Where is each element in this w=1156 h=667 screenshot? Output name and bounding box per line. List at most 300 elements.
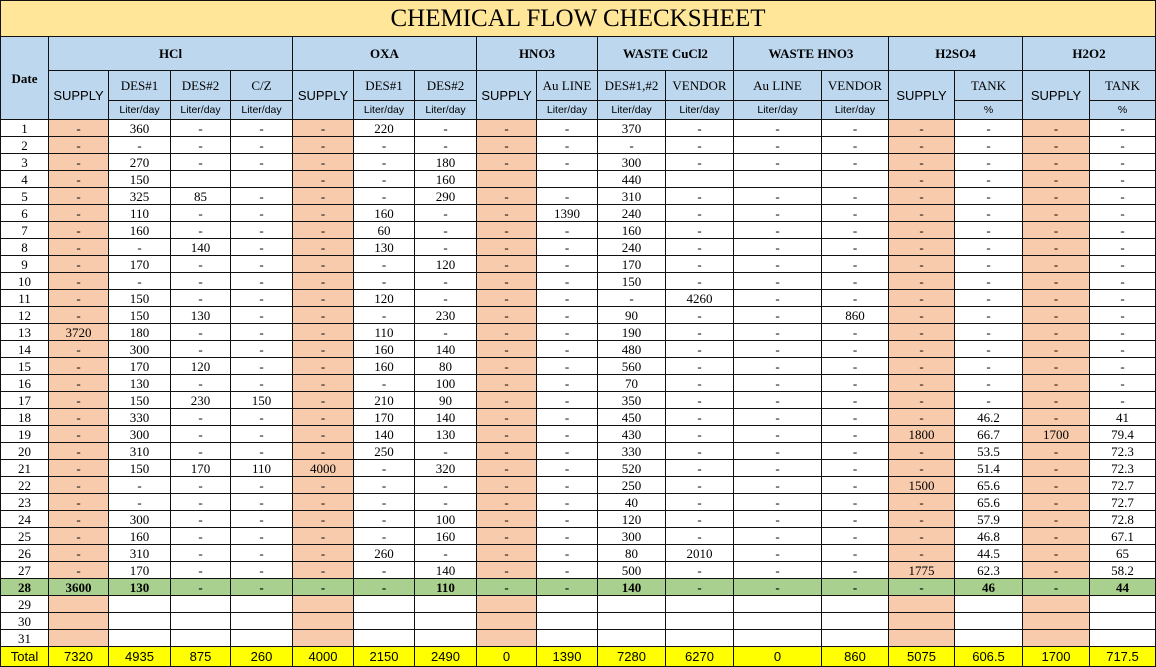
cell-oxa-des2: - xyxy=(415,120,477,137)
cell-hno3-supply: - xyxy=(477,426,537,443)
cell-h2o2-supply: - xyxy=(1023,188,1090,205)
cell-h2so4-tank: - xyxy=(955,154,1023,171)
cell-oxa-des2: 100 xyxy=(415,375,477,392)
cell-hcl-des1: 310 xyxy=(109,443,171,460)
cell-waste-hno3-au-line: - xyxy=(734,545,822,562)
subhead-hcl-des1: DES#1 xyxy=(109,71,171,101)
cell-waste-cucl2-des12: 500 xyxy=(598,562,666,579)
cell-hcl-des2: - xyxy=(171,273,231,290)
cell-oxa-des1: 260 xyxy=(354,545,415,562)
cell-oxa-des1: - xyxy=(354,494,415,511)
subhead-oxa-des2: DES#2 xyxy=(415,71,477,101)
cell-oxa-des1: - xyxy=(354,511,415,528)
cell-h2so4-supply: - xyxy=(889,324,955,341)
cell-hcl-des1: 160 xyxy=(109,528,171,545)
cell-hcl-des2: 140 xyxy=(171,239,231,256)
cell-h2o2-tank: - xyxy=(1090,341,1156,358)
cell-waste-cucl2-vendor: - xyxy=(666,443,734,460)
cell-hcl-des2 xyxy=(171,613,231,630)
cell-oxa-supply: - xyxy=(293,307,354,324)
date-cell: 17 xyxy=(1,392,49,409)
cell-waste-hno3-vendor: - xyxy=(822,120,889,137)
subhead-oxa-des1: DES#1 xyxy=(354,71,415,101)
group-header-h2o2: H2O2 xyxy=(1023,37,1156,71)
cell-h2so4-supply: 1775 xyxy=(889,562,955,579)
cell-waste-cucl2-des12: 90 xyxy=(598,307,666,324)
cell-oxa-des2 xyxy=(415,613,477,630)
cell-hcl-cz: - xyxy=(231,409,293,426)
cell-hcl-supply: - xyxy=(49,188,109,205)
cell-oxa-supply: - xyxy=(293,188,354,205)
subhead-h2so4-tank: TANK xyxy=(955,71,1023,101)
cell-waste-cucl2-des12: 120 xyxy=(598,511,666,528)
cell-h2so4-supply xyxy=(889,630,955,647)
cell-oxa-des1: 170 xyxy=(354,409,415,426)
cell-waste-cucl2-vendor: - xyxy=(666,205,734,222)
cell-oxa-supply: - xyxy=(293,222,354,239)
cell-oxa-supply xyxy=(293,613,354,630)
cell-hno3-supply: - xyxy=(477,307,537,324)
cell-oxa-des1: 250 xyxy=(354,443,415,460)
cell-hcl-des1: 170 xyxy=(109,358,171,375)
cell-h2o2-supply: - xyxy=(1023,375,1090,392)
cell-hno3-supply: - xyxy=(477,290,537,307)
cell-oxa-supply: - xyxy=(293,528,354,545)
cell-h2o2-supply: - xyxy=(1023,154,1090,171)
cell-h2o2-tank: - xyxy=(1090,392,1156,409)
cell-hno3-au-line: 1390 xyxy=(537,205,598,222)
cell-oxa-des1: - xyxy=(354,477,415,494)
cell-h2so4-supply: - xyxy=(889,273,955,290)
cell-h2o2-supply: - xyxy=(1023,443,1090,460)
cell-hcl-cz: - xyxy=(231,341,293,358)
cell-h2so4-tank: 65.6 xyxy=(955,494,1023,511)
cell-oxa-des2: 140 xyxy=(415,562,477,579)
cell-hcl-cz: - xyxy=(231,562,293,579)
cell-oxa-des1: - xyxy=(354,154,415,171)
cell-waste-cucl2-vendor: 4260 xyxy=(666,290,734,307)
cell-hcl-des2: 130 xyxy=(171,307,231,324)
cell-h2so4-tank: 62.3 xyxy=(955,562,1023,579)
cell-h2so4-supply: - xyxy=(889,511,955,528)
cell-hcl-des2: - xyxy=(171,256,231,273)
cell-waste-hno3-au-line: 0 xyxy=(734,647,822,667)
cell-hcl-supply: - xyxy=(49,256,109,273)
date-cell: 31 xyxy=(1,630,49,647)
cell-waste-hno3-vendor: - xyxy=(822,579,889,596)
cell-hcl-cz: - xyxy=(231,188,293,205)
cell-h2so4-tank: - xyxy=(955,239,1023,256)
cell-h2o2-supply xyxy=(1023,613,1090,630)
cell-hcl-cz xyxy=(231,596,293,613)
cell-waste-cucl2-des12: 450 xyxy=(598,409,666,426)
cell-hcl-cz: - xyxy=(231,579,293,596)
cell-waste-cucl2-des12: 350 xyxy=(598,392,666,409)
cell-hcl-des2: - xyxy=(171,443,231,460)
cell-waste-cucl2-des12: 80 xyxy=(598,545,666,562)
cell-waste-cucl2-vendor xyxy=(666,613,734,630)
cell-oxa-des1: - xyxy=(354,562,415,579)
cell-oxa-supply xyxy=(293,596,354,613)
cell-hcl-supply xyxy=(49,596,109,613)
cell-hcl-des1: 310 xyxy=(109,545,171,562)
cell-hcl-supply: - xyxy=(49,477,109,494)
cell-waste-cucl2-des12: 300 xyxy=(598,154,666,171)
cell-hcl-des2: - xyxy=(171,409,231,426)
cell-h2o2-tank: - xyxy=(1090,273,1156,290)
cell-h2o2-supply xyxy=(1023,596,1090,613)
cell-waste-hno3-au-line: - xyxy=(734,341,822,358)
cell-hno3-supply: - xyxy=(477,273,537,290)
cell-hno3-au-line: - xyxy=(537,188,598,205)
cell-waste-hno3-au-line: - xyxy=(734,154,822,171)
cell-h2so4-tank: 46.8 xyxy=(955,528,1023,545)
cell-h2so4-supply: - xyxy=(889,239,955,256)
cell-h2so4-supply: - xyxy=(889,392,955,409)
cell-h2o2-tank: - xyxy=(1090,324,1156,341)
cell-h2o2-tank: - xyxy=(1090,290,1156,307)
cell-waste-hno3-au-line: - xyxy=(734,494,822,511)
cell-waste-hno3-vendor: - xyxy=(822,443,889,460)
cell-h2o2-tank xyxy=(1090,630,1156,647)
cell-hcl-des1: 130 xyxy=(109,375,171,392)
cell-h2so4-supply xyxy=(889,596,955,613)
subhead-waste-hno3-au-line: Au LINE xyxy=(734,71,822,101)
cell-oxa-des1: 220 xyxy=(354,120,415,137)
cell-hcl-supply: - xyxy=(49,426,109,443)
cell-h2so4-tank: 51.4 xyxy=(955,460,1023,477)
cell-h2o2-tank xyxy=(1090,596,1156,613)
cell-oxa-supply: - xyxy=(293,256,354,273)
cell-oxa-des1: - xyxy=(354,256,415,273)
cell-waste-cucl2-vendor: 6270 xyxy=(666,647,734,667)
date-cell: 15 xyxy=(1,358,49,375)
date-cell: 23 xyxy=(1,494,49,511)
cell-hno3-au-line: - xyxy=(537,307,598,324)
cell-hcl-cz: - xyxy=(231,273,293,290)
cell-hcl-cz: - xyxy=(231,324,293,341)
cell-hcl-des1 xyxy=(109,596,171,613)
cell-h2so4-supply: - xyxy=(889,579,955,596)
cell-h2o2-tank: 717.5 xyxy=(1090,647,1156,667)
cell-hno3-au-line: - xyxy=(537,341,598,358)
cell-waste-hno3-au-line xyxy=(734,596,822,613)
cell-hcl-cz: - xyxy=(231,120,293,137)
cell-oxa-supply: 4000 xyxy=(293,460,354,477)
cell-waste-hno3-vendor: - xyxy=(822,188,889,205)
cell-h2o2-supply: - xyxy=(1023,545,1090,562)
cell-hno3-au-line: 1390 xyxy=(537,647,598,667)
cell-hno3-supply: - xyxy=(477,324,537,341)
cell-waste-cucl2-vendor: - xyxy=(666,579,734,596)
cell-h2o2-tank: 72.3 xyxy=(1090,443,1156,460)
cell-hcl-supply: - xyxy=(49,307,109,324)
date-cell: 1 xyxy=(1,120,49,137)
cell-hno3-au-line: - xyxy=(537,562,598,579)
cell-h2o2-tank: 44 xyxy=(1090,579,1156,596)
cell-waste-cucl2-vendor: - xyxy=(666,256,734,273)
cell-hno3-supply xyxy=(477,630,537,647)
cell-hcl-des1: 150 xyxy=(109,392,171,409)
cell-hcl-des1: - xyxy=(109,239,171,256)
subhead-hno3-supply: SUPPLY xyxy=(477,71,537,120)
cell-hcl-supply: - xyxy=(49,545,109,562)
cell-waste-hno3-au-line: - xyxy=(734,324,822,341)
cell-hcl-des2: - xyxy=(171,120,231,137)
cell-h2so4-supply: 1500 xyxy=(889,477,955,494)
subhead-hcl-des2: DES#2 xyxy=(171,71,231,101)
cell-hcl-cz xyxy=(231,613,293,630)
cell-waste-cucl2-des12: 7280 xyxy=(598,647,666,667)
cell-hcl-cz: - xyxy=(231,205,293,222)
cell-hno3-supply: - xyxy=(477,494,537,511)
cell-hcl-cz: - xyxy=(231,477,293,494)
cell-waste-cucl2-vendor: - xyxy=(666,273,734,290)
cell-waste-hno3-vendor xyxy=(822,596,889,613)
cell-waste-hno3-vendor xyxy=(822,630,889,647)
cell-waste-hno3-vendor: - xyxy=(822,511,889,528)
cell-h2so4-tank: 606.5 xyxy=(955,647,1023,667)
cell-hno3-au-line: - xyxy=(537,545,598,562)
cell-waste-cucl2-vendor: - xyxy=(666,562,734,579)
cell-hno3-au-line: - xyxy=(537,528,598,545)
cell-hno3-au-line: - xyxy=(537,392,598,409)
cell-hcl-supply: - xyxy=(49,443,109,460)
cell-waste-hno3-vendor: - xyxy=(822,545,889,562)
cell-hcl-des2: - xyxy=(171,205,231,222)
cell-hcl-supply: - xyxy=(49,528,109,545)
cell-h2so4-supply: - xyxy=(889,460,955,477)
cell-hcl-supply: - xyxy=(49,205,109,222)
unit-label: Liter/day xyxy=(171,101,231,120)
cell-waste-hno3-vendor: - xyxy=(822,137,889,154)
date-cell: 22 xyxy=(1,477,49,494)
cell-h2o2-tank: 65 xyxy=(1090,545,1156,562)
cell-h2o2-supply: - xyxy=(1023,256,1090,273)
cell-h2so4-tank: 53.5 xyxy=(955,443,1023,460)
cell-oxa-des2 xyxy=(415,596,477,613)
cell-h2o2-tank: - xyxy=(1090,239,1156,256)
cell-waste-cucl2-des12: 70 xyxy=(598,375,666,392)
cell-hcl-des2: - xyxy=(171,137,231,154)
subhead-waste-hno3-vendor: VENDOR xyxy=(822,71,889,101)
cell-oxa-des2: - xyxy=(415,290,477,307)
cell-oxa-supply: - xyxy=(293,358,354,375)
cell-waste-cucl2-vendor: - xyxy=(666,426,734,443)
cell-oxa-des1: - xyxy=(354,460,415,477)
cell-hcl-des1 xyxy=(109,613,171,630)
cell-hcl-des2: - xyxy=(171,562,231,579)
cell-waste-cucl2-vendor: - xyxy=(666,154,734,171)
unit-label: % xyxy=(955,101,1023,120)
cell-hcl-supply xyxy=(49,630,109,647)
cell-hcl-supply: - xyxy=(49,341,109,358)
cell-hno3-supply: - xyxy=(477,358,537,375)
cell-waste-hno3-vendor: - xyxy=(822,239,889,256)
date-cell: 24 xyxy=(1,511,49,528)
cell-hcl-des1: 150 xyxy=(109,171,171,188)
cell-oxa-des2: 90 xyxy=(415,392,477,409)
date-cell: 4 xyxy=(1,171,49,188)
cell-hno3-au-line: - xyxy=(537,120,598,137)
subhead-h2o2-supply: SUPPLY xyxy=(1023,71,1090,120)
cell-hno3-supply: - xyxy=(477,392,537,409)
cell-hcl-des2: - xyxy=(171,426,231,443)
cell-hno3-au-line xyxy=(537,630,598,647)
cell-hcl-des2: 875 xyxy=(171,647,231,667)
cell-hcl-des2: - xyxy=(171,341,231,358)
cell-oxa-des2: - xyxy=(415,477,477,494)
cell-hno3-supply: - xyxy=(477,562,537,579)
cell-waste-hno3-vendor: - xyxy=(822,256,889,273)
cell-waste-hno3-vendor: - xyxy=(822,358,889,375)
cell-waste-hno3-au-line: - xyxy=(734,460,822,477)
cell-waste-cucl2-vendor: - xyxy=(666,477,734,494)
cell-h2o2-supply: - xyxy=(1023,324,1090,341)
cell-hcl-supply: - xyxy=(49,409,109,426)
cell-waste-hno3-vendor: - xyxy=(822,324,889,341)
cell-oxa-supply: - xyxy=(293,324,354,341)
subhead-h2so4-supply: SUPPLY xyxy=(889,71,955,120)
date-cell: 11 xyxy=(1,290,49,307)
cell-hno3-au-line: - xyxy=(537,154,598,171)
cell-oxa-des2: 2490 xyxy=(415,647,477,667)
cell-hno3-au-line: - xyxy=(537,579,598,596)
cell-h2o2-tank: - xyxy=(1090,171,1156,188)
cell-oxa-des2: - xyxy=(415,443,477,460)
cell-waste-cucl2-des12: 300 xyxy=(598,528,666,545)
cell-hno3-supply: - xyxy=(477,460,537,477)
cell-hno3-au-line: - xyxy=(537,375,598,392)
cell-hno3-au-line: - xyxy=(537,460,598,477)
cell-oxa-des2: 290 xyxy=(415,188,477,205)
cell-hno3-supply: - xyxy=(477,222,537,239)
cell-h2o2-tank: 41 xyxy=(1090,409,1156,426)
cell-oxa-des2: 100 xyxy=(415,511,477,528)
cell-hcl-des2: - xyxy=(171,528,231,545)
cell-h2so4-supply: - xyxy=(889,137,955,154)
cell-hno3-supply: - xyxy=(477,528,537,545)
cell-h2o2-tank: - xyxy=(1090,154,1156,171)
cell-hcl-cz: - xyxy=(231,511,293,528)
cell-hcl-des1: 150 xyxy=(109,460,171,477)
cell-waste-hno3-au-line: - xyxy=(734,137,822,154)
cell-waste-cucl2-vendor: - xyxy=(666,392,734,409)
cell-h2o2-supply: - xyxy=(1023,205,1090,222)
cell-oxa-des2: 110 xyxy=(415,579,477,596)
cell-hcl-des2: - xyxy=(171,579,231,596)
group-header-hno3: HNO3 xyxy=(477,37,598,71)
cell-hcl-supply: - xyxy=(49,375,109,392)
cell-hcl-des1: 300 xyxy=(109,426,171,443)
date-cell: 7 xyxy=(1,222,49,239)
cell-h2o2-supply xyxy=(1023,630,1090,647)
cell-hcl-des1: 150 xyxy=(109,290,171,307)
cell-h2o2-tank: 72.7 xyxy=(1090,494,1156,511)
cell-h2o2-supply: - xyxy=(1023,171,1090,188)
cell-hcl-cz: - xyxy=(231,528,293,545)
cell-waste-hno3-au-line xyxy=(734,630,822,647)
cell-h2so4-tank: - xyxy=(955,222,1023,239)
cell-h2so4-supply: - xyxy=(889,256,955,273)
cell-waste-hno3-au-line: - xyxy=(734,562,822,579)
cell-h2so4-tank: 57.9 xyxy=(955,511,1023,528)
cell-oxa-des1: - xyxy=(354,307,415,324)
cell-waste-hno3-vendor: - xyxy=(822,409,889,426)
cell-hno3-supply: - xyxy=(477,188,537,205)
cell-hcl-des2: 85 xyxy=(171,188,231,205)
cell-h2so4-supply: - xyxy=(889,358,955,375)
cell-hcl-supply: 3600 xyxy=(49,579,109,596)
page-title: CHEMICAL FLOW CHECKSHEET xyxy=(1,1,1156,37)
cell-waste-hno3-au-line: - xyxy=(734,239,822,256)
cell-waste-cucl2-des12 xyxy=(598,596,666,613)
cell-h2so4-supply: - xyxy=(889,494,955,511)
unit-label: % xyxy=(1090,101,1156,120)
cell-hno3-supply: - xyxy=(477,137,537,154)
cell-hcl-cz xyxy=(231,171,293,188)
cell-hno3-supply: - xyxy=(477,409,537,426)
cell-hcl-des2 xyxy=(171,596,231,613)
cell-waste-cucl2-des12: 160 xyxy=(598,222,666,239)
cell-oxa-des2: - xyxy=(415,273,477,290)
date-cell: 26 xyxy=(1,545,49,562)
cell-h2so4-tank: - xyxy=(955,171,1023,188)
group-header-waste-hno3: WASTE HNO3 xyxy=(734,37,889,71)
cell-h2so4-tank: - xyxy=(955,273,1023,290)
cell-h2so4-tank xyxy=(955,596,1023,613)
subhead-waste-cucl2-des12: DES#1,#2 xyxy=(598,71,666,101)
cell-waste-cucl2-des12: 310 xyxy=(598,188,666,205)
cell-h2so4-tank xyxy=(955,613,1023,630)
cell-hno3-au-line: - xyxy=(537,511,598,528)
cell-h2o2-tank: - xyxy=(1090,188,1156,205)
cell-hno3-au-line: - xyxy=(537,256,598,273)
unit-label: Liter/day xyxy=(822,101,889,120)
subhead-hcl-supply: SUPPLY xyxy=(49,71,109,120)
cell-h2so4-supply: 5075 xyxy=(889,647,955,667)
cell-waste-hno3-vendor: - xyxy=(822,460,889,477)
cell-h2so4-supply: - xyxy=(889,222,955,239)
cell-hcl-cz: 150 xyxy=(231,392,293,409)
subhead-waste-cucl2-vendor: VENDOR xyxy=(666,71,734,101)
cell-h2o2-tank: 72.8 xyxy=(1090,511,1156,528)
cell-waste-cucl2-vendor: - xyxy=(666,460,734,477)
cell-oxa-supply: - xyxy=(293,511,354,528)
cell-hcl-des2: - xyxy=(171,324,231,341)
cell-hno3-au-line: - xyxy=(537,324,598,341)
cell-hcl-cz: - xyxy=(231,494,293,511)
date-cell: 14 xyxy=(1,341,49,358)
total-label: Total xyxy=(1,647,49,667)
cell-hcl-supply: - xyxy=(49,460,109,477)
cell-hcl-supply: - xyxy=(49,392,109,409)
date-header: Date xyxy=(1,37,49,120)
cell-hcl-cz: - xyxy=(231,307,293,324)
cell-waste-cucl2-des12: 370 xyxy=(598,120,666,137)
cell-oxa-supply: - xyxy=(293,239,354,256)
cell-hcl-supply: - xyxy=(49,120,109,137)
cell-waste-hno3-vendor: 860 xyxy=(822,647,889,667)
cell-waste-hno3-au-line xyxy=(734,613,822,630)
cell-hcl-des2: - xyxy=(171,375,231,392)
cell-hcl-des2: - xyxy=(171,494,231,511)
cell-h2o2-supply: - xyxy=(1023,120,1090,137)
cell-hcl-supply: - xyxy=(49,154,109,171)
cell-waste-hno3-au-line: - xyxy=(734,256,822,273)
cell-h2o2-tank: 58.2 xyxy=(1090,562,1156,579)
cell-hcl-cz: - xyxy=(231,443,293,460)
